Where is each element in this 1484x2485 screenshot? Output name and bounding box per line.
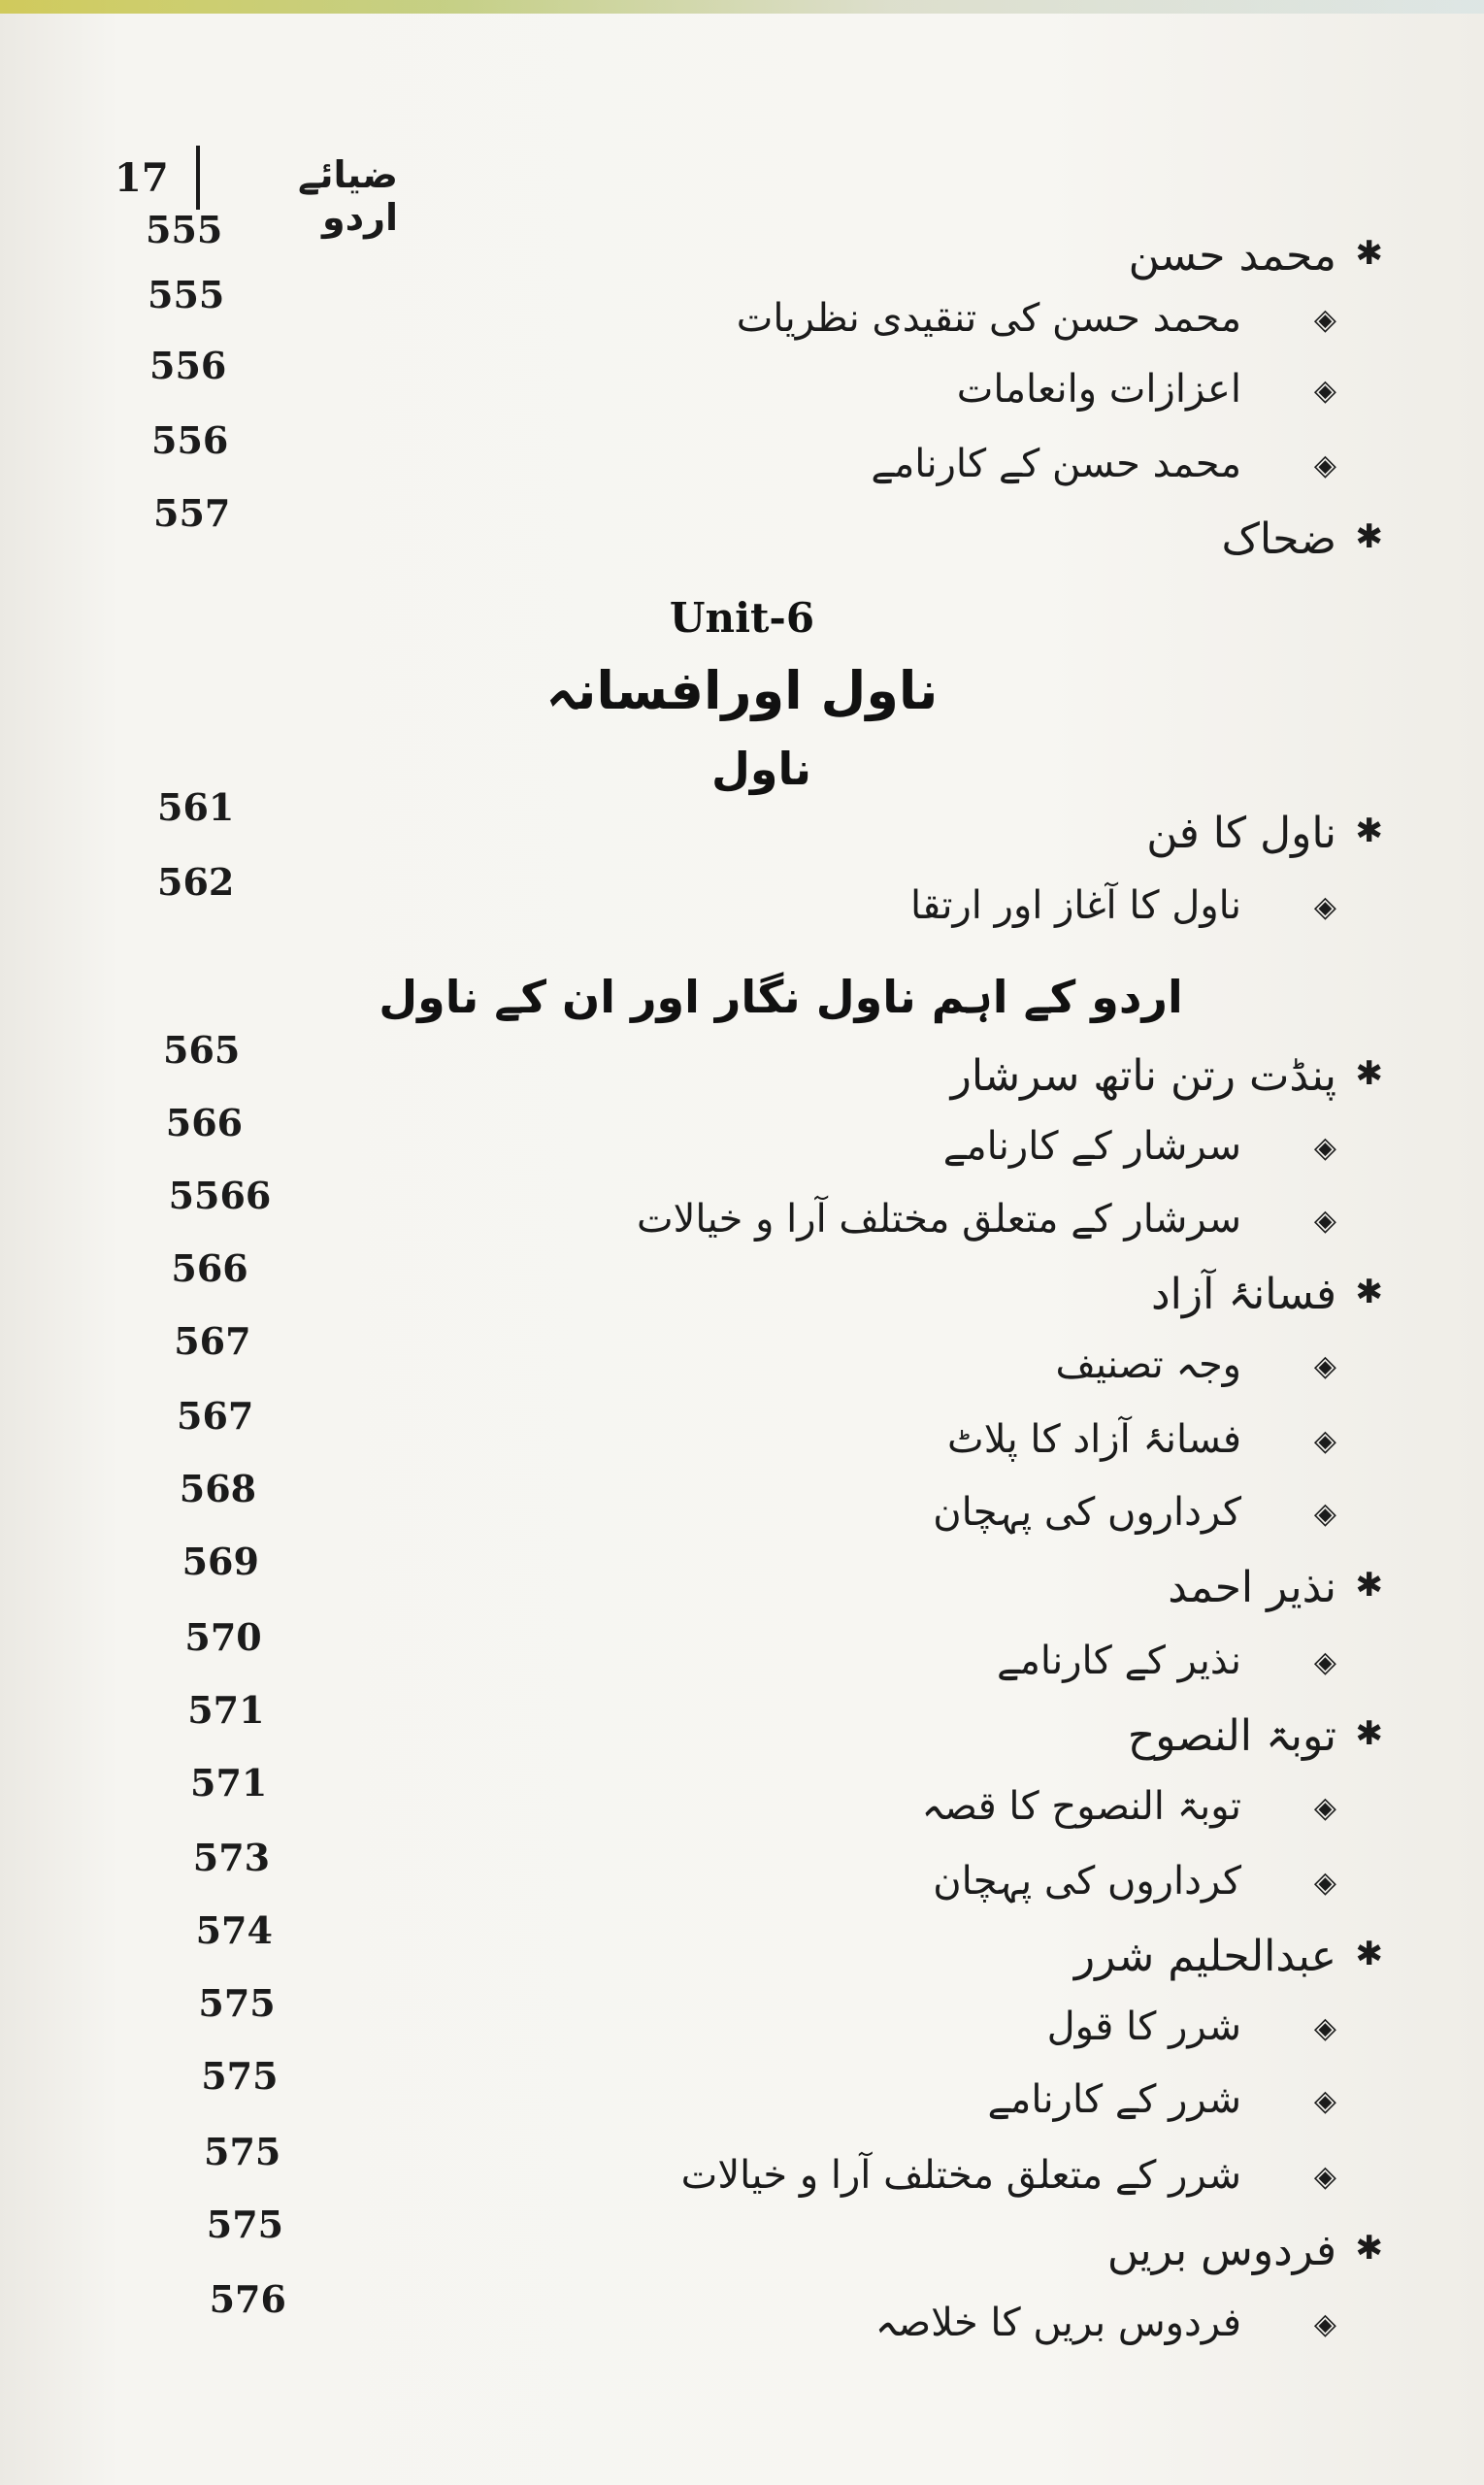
toc-page-number: 570 bbox=[184, 1615, 262, 1659]
page-top-edge bbox=[0, 0, 1484, 14]
toc-entry-title: پنڈت رتن ناتھ سرشار bbox=[950, 1051, 1336, 1101]
subsection-title: اردو کے اہم ناول نگار اور ان کے ناول bbox=[379, 971, 1183, 1023]
toc-page-number: 575 bbox=[201, 2054, 279, 2098]
diamond-bullet-icon: ◈ bbox=[1313, 2160, 1336, 2194]
toc-subentry-title: شرر کے متعلق مختلف آرا و خیالات bbox=[680, 2153, 1241, 2198]
diamond-bullet-icon: ◈ bbox=[1313, 448, 1336, 482]
toc-subentry-title: سرشار کے کارنامے bbox=[942, 1124, 1241, 1169]
asterisk-bullet-icon: ✱ bbox=[1355, 1054, 1383, 1093]
diamond-bullet-icon: ◈ bbox=[1313, 1645, 1336, 1679]
toc-subentry-title: وجہ تصنیف bbox=[1055, 1342, 1241, 1387]
toc-page-number: 557 bbox=[153, 491, 231, 535]
toc-page-number: 556 bbox=[151, 418, 229, 462]
toc-page-number: 5566 bbox=[168, 1174, 272, 1217]
toc-page-number: 567 bbox=[177, 1394, 254, 1438]
toc-entry-title: فسانۂ آزاد bbox=[1151, 1270, 1336, 1319]
toc-page-number: 566 bbox=[165, 1101, 244, 1144]
diamond-bullet-icon: ◈ bbox=[1313, 1204, 1336, 1238]
diamond-bullet-icon: ◈ bbox=[1313, 1791, 1336, 1825]
toc-page-number: 571 bbox=[187, 1688, 265, 1732]
diamond-bullet-icon: ◈ bbox=[1313, 374, 1336, 408]
diamond-bullet-icon: ◈ bbox=[1313, 2307, 1336, 2341]
toc-subentry-title: شرر کا قول bbox=[1046, 2005, 1241, 2049]
toc-entry-title: عبدالحلیم شرر bbox=[1073, 1932, 1336, 1981]
asterisk-bullet-icon: ✱ bbox=[1355, 2229, 1383, 2268]
toc-page-number: 575 bbox=[198, 1981, 276, 2025]
toc-subentry-title: ناول کا آغاز اور ارتقا bbox=[909, 883, 1241, 928]
diamond-bullet-icon: ◈ bbox=[1313, 1349, 1336, 1383]
asterisk-bullet-icon: ✱ bbox=[1355, 1935, 1383, 1973]
asterisk-bullet-icon: ✱ bbox=[1355, 234, 1383, 273]
toc-entry-title: فردوس بریں bbox=[1106, 2226, 1336, 2275]
toc-subentry-title: فردوس بریں کا خلاصہ bbox=[874, 2301, 1241, 2345]
toc-page-number: 566 bbox=[171, 1246, 248, 1290]
toc-subentry-title: توبۃ النصوح کا قصہ bbox=[921, 1784, 1241, 1829]
diamond-bullet-icon: ◈ bbox=[1313, 303, 1336, 337]
toc-page-number: 561 bbox=[157, 785, 235, 829]
toc-entry-title: محمد حسن bbox=[1128, 231, 1336, 281]
toc-subentry-title: نذیر کے کارنامے bbox=[997, 1639, 1241, 1683]
toc-page-number: 575 bbox=[206, 2203, 284, 2246]
toc-subentry-title: فسانۂ آزاد کا پلاٹ bbox=[947, 1417, 1241, 1462]
toc-entry-title: ناول کا فن bbox=[1146, 809, 1336, 858]
book-title: ضیائے اردو bbox=[297, 153, 398, 239]
diamond-bullet-icon: ◈ bbox=[1313, 1866, 1336, 1900]
toc-page-number: 573 bbox=[192, 1836, 271, 1879]
diamond-bullet-icon: ◈ bbox=[1313, 2084, 1336, 2118]
toc-subentry-title: کرداروں کی پہچان bbox=[933, 1490, 1241, 1535]
toc-entry bbox=[0, 491, 1484, 582]
toc-page-number: 571 bbox=[190, 1761, 268, 1805]
diamond-bullet-icon: ◈ bbox=[1313, 890, 1336, 924]
section-title: ناول bbox=[710, 743, 812, 795]
toc-page-number: 574 bbox=[195, 1908, 273, 1952]
asterisk-bullet-icon: ✱ bbox=[1355, 1714, 1383, 1753]
asterisk-bullet-icon: ✱ bbox=[1355, 1273, 1383, 1311]
toc-entry-title: ضحاک bbox=[1221, 514, 1336, 564]
toc-subentry-title: شرر کے کارنامے bbox=[987, 2077, 1241, 2122]
page-number: 17 bbox=[115, 155, 169, 201]
diamond-bullet-icon: ◈ bbox=[1313, 1131, 1336, 1165]
asterisk-bullet-icon: ✱ bbox=[1355, 517, 1383, 556]
asterisk-bullet-icon: ✱ bbox=[1355, 1566, 1383, 1605]
toc-page-number: 562 bbox=[157, 860, 235, 904]
toc-entry-title: توبۃ النصوح bbox=[1127, 1711, 1336, 1761]
toc-entry-title: نذیر احمد bbox=[1168, 1563, 1336, 1612]
toc-page-number: 565 bbox=[163, 1028, 241, 1072]
toc-subentry-title: سرشار کے متعلق مختلف آرا و خیالات bbox=[636, 1197, 1241, 1242]
unit-label: Unit-6 bbox=[669, 594, 815, 642]
toc-subentry-title: اعزازات وانعامات bbox=[956, 367, 1241, 412]
toc-subentry-title: محمد حسن کے کارنامے bbox=[871, 442, 1241, 486]
toc-page-number: 575 bbox=[204, 2130, 281, 2173]
toc-entry bbox=[0, 860, 1484, 951]
diamond-bullet-icon: ◈ bbox=[1313, 2011, 1336, 2045]
toc-page-number: 568 bbox=[179, 1467, 257, 1510]
toc-page-number: 555 bbox=[146, 208, 223, 251]
header-divider bbox=[196, 146, 200, 210]
diamond-bullet-icon: ◈ bbox=[1313, 1497, 1336, 1531]
toc-page-number: 567 bbox=[174, 1319, 251, 1363]
asterisk-bullet-icon: ✱ bbox=[1355, 812, 1383, 850]
toc-page-number: 556 bbox=[149, 344, 227, 387]
toc-page-number: 555 bbox=[148, 273, 225, 316]
toc-subentry-title: کرداروں کی پہچان bbox=[933, 1859, 1241, 1904]
toc-entry bbox=[0, 2277, 1484, 2369]
toc-page-number: 569 bbox=[181, 1540, 259, 1583]
toc-subentry-title: محمد حسن کی تنقیدی نظریات bbox=[736, 296, 1241, 341]
toc-page-number: 576 bbox=[209, 2277, 286, 2321]
unit-title: ناول اورافسانہ bbox=[545, 660, 939, 721]
diamond-bullet-icon: ◈ bbox=[1313, 1424, 1336, 1458]
